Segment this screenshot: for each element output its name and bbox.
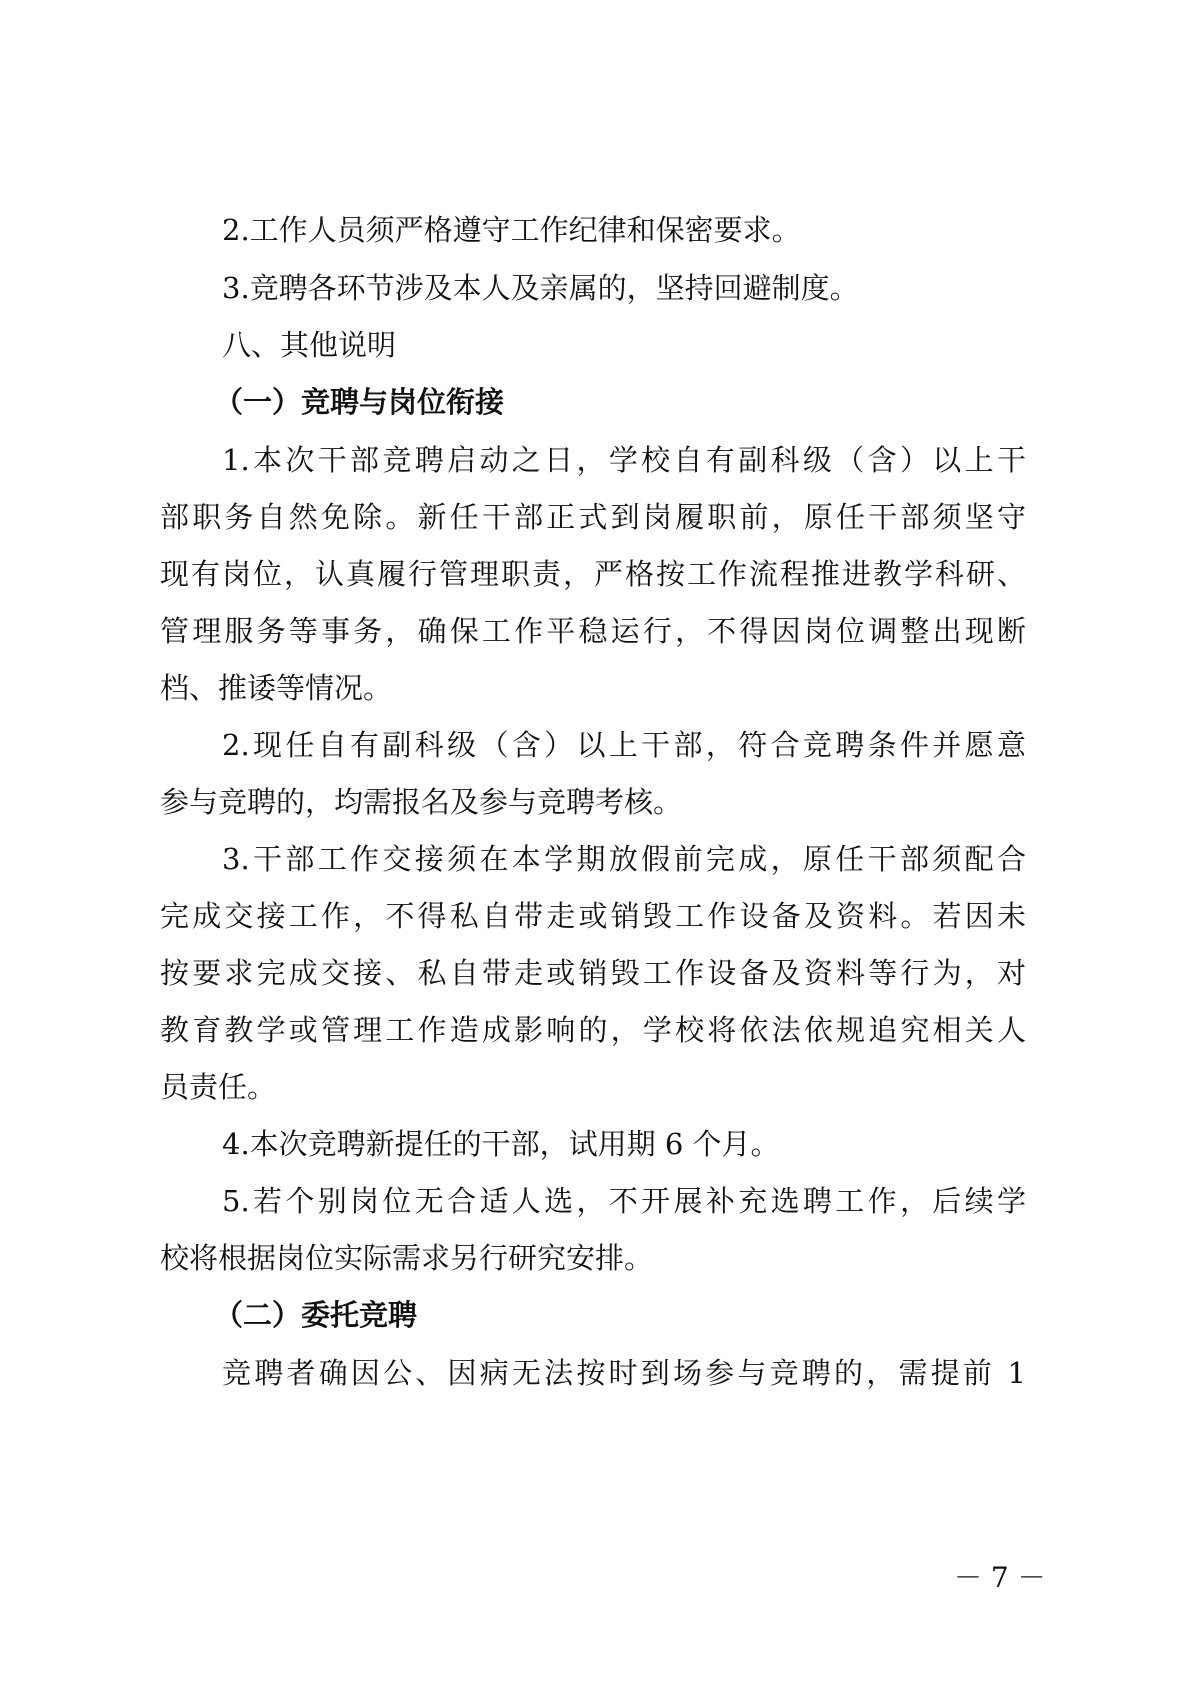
paragraph-line: 教育教学或管理工作造成影响的，学校将依法依规追究相关人 [160,1013,1026,1047]
paragraph-line: 档、推诿等情况。 [160,671,393,705]
subsection-heading: （二）委托竞聘 [214,1298,418,1332]
paragraph-line: 3.干部工作交接须在本学期放假前完成，原任干部须配合 [222,842,1026,876]
section-heading: 八、其他说明 [222,328,397,362]
paragraph-line: 校将根据岗位实际需求另行研究安排。 [160,1241,654,1275]
paragraph-line: 管理服务等事务，确保工作平稳运行，不得因岗位调整出现断 [160,614,1026,648]
paragraph-line: 竞聘者确因公、因病无法按时到场参与竞聘的，需提前 1 [222,1356,1026,1390]
paragraph-line: 5.若个别岗位无合适人选，不开展补充选聘工作，后续学 [222,1184,1026,1218]
paragraph-line: 2.现任自有副科级（含）以上干部，符合竞聘条件并愿意 [222,728,1026,762]
paragraph-line: 按要求完成交接、私自带走或销毁工作设备及资料等行为，对 [160,956,1026,990]
paragraph-line: 完成交接工作，不得私自带走或销毁工作设备及资料。若因未 [160,899,1026,933]
subsection-heading: （一）竞聘与岗位衔接 [214,385,505,419]
paragraph-line: 2.工作人员须严格遵守工作纪律和保密要求。 [222,213,801,247]
page-number: － 7 － [954,1561,1046,1594]
paragraph-line: 参与竞聘的，均需报名及参与竞聘考核。 [160,785,683,819]
paragraph-line: 3.竞聘各环节涉及本人及亲属的，坚持回避制度。 [222,271,859,305]
paragraph-line: 4.本次竞聘新提任的干部，试用期 6 个月。 [222,1127,780,1161]
paragraph-line: 员责任。 [160,1070,277,1104]
paragraph-line: 现有岗位，认真履行管理职责，严格按工作流程推进教学科研、 [160,557,1026,591]
paragraph-line: 1.本次干部竞聘启动之日，学校自有副科级（含）以上干 [222,443,1026,477]
paragraph-line: 部职务自然免除。新任干部正式到岗履职前，原任干部须坚守 [160,500,1026,534]
